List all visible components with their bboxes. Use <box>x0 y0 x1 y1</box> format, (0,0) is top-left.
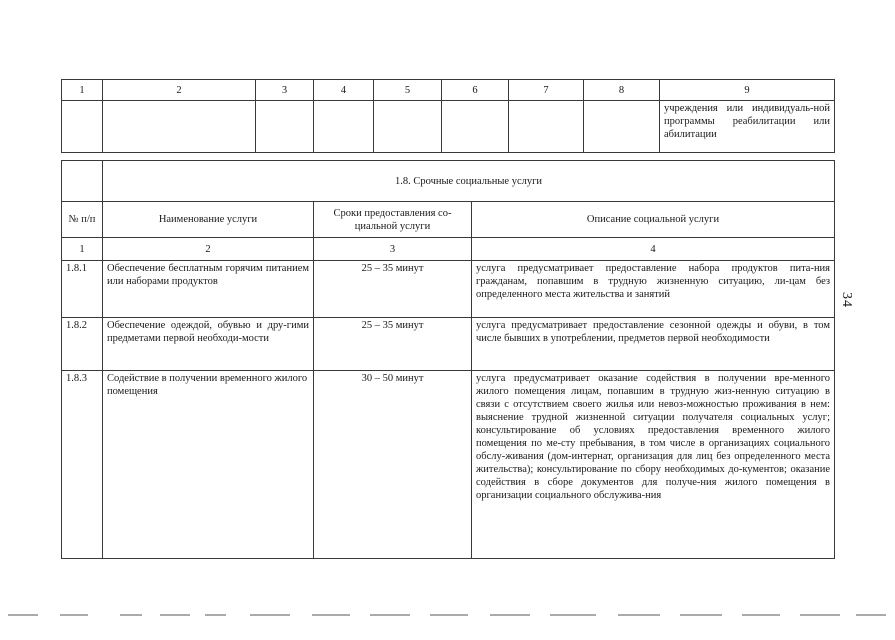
column-number-cell: 4 <box>314 80 374 101</box>
section-title-row <box>62 161 835 202</box>
row-description: услуга предусматривает предоставление сезонной одежды и обуви, в том числе бывших в употреблении, предметов первой необходимости <box>472 318 835 371</box>
column-index-cell: 2 <box>103 238 314 261</box>
empty-cell <box>584 101 660 153</box>
continuation-row <box>62 101 835 153</box>
continuation-text-cell: учреждения или индивидуаль-ной программы реабилитации или абилитации <box>660 101 835 153</box>
row-term: 30 – 50 минут <box>314 371 472 559</box>
row-num: 1.8.3 <box>62 371 103 559</box>
column-index-cell: 3 <box>314 238 472 261</box>
empty-cell <box>103 101 256 153</box>
row-name: Обеспечение одеждой, обувью и дру-гими предметами первой необходи-мости <box>103 318 314 371</box>
empty-cell <box>314 101 374 153</box>
row-name: Содействие в получении временного жилого помещения <box>103 371 314 559</box>
header-name: Наименование услуги <box>103 202 314 238</box>
column-number-cell: 8 <box>584 80 660 101</box>
table-row <box>62 261 835 318</box>
column-number-cell: 6 <box>442 80 509 101</box>
table-row <box>62 371 835 559</box>
column-number-cell: 9 <box>660 80 835 101</box>
row-num: 1.8.2 <box>62 318 103 371</box>
row-term: 25 – 35 минут <box>314 318 472 371</box>
column-number-cell: 1 <box>62 80 103 101</box>
scan-artifact-dashes <box>0 612 895 618</box>
row-term: 25 – 35 минут <box>314 261 472 318</box>
empty-cell <box>62 161 103 202</box>
empty-cell <box>374 101 442 153</box>
page-number: 34 <box>839 292 854 308</box>
continuation-table <box>61 79 835 153</box>
empty-cell <box>62 101 103 153</box>
row-name: Обеспечение бесплатным горячим питанием или наборами продуктов <box>103 261 314 318</box>
column-number-cell: 5 <box>374 80 442 101</box>
column-number-cell: 2 <box>103 80 256 101</box>
section-title: 1.8. Срочные социальные услуги <box>103 161 835 202</box>
header-description: Описание социальной услуги <box>472 202 835 238</box>
empty-cell <box>509 101 584 153</box>
column-number-cell: 3 <box>256 80 314 101</box>
column-number-cell: 7 <box>509 80 584 101</box>
row-num: 1.8.1 <box>62 261 103 318</box>
header-num: № п/п <box>62 202 103 238</box>
column-index-cell: 1 <box>62 238 103 261</box>
empty-cell <box>256 101 314 153</box>
row-description: услуга предусматривает предоставление набора продуктов пита-ния гражданам, попавшим в трудную жизненную ситуацию, ли-цам без определенного места жительства и занятий <box>472 261 835 318</box>
column-number-row <box>62 80 835 101</box>
urgent-services-table <box>61 160 835 559</box>
table-header-row <box>62 202 835 238</box>
row-description: услуга предусматривает оказание содействия в получении вре-менного жилого помещения лицам, попавшим в трудную жиз-ненную ситуацию в связи с отсутствием своего жилья или невоз-можностью проживания в нем: выяснение трудной жизненной ситуации получателя социальных услуг; консультирование об условиях предоставления временного жилого помещения по ме-сту пребывания, в том числе в организациях социального обслу-живания (дом-интернат, организация для лиц без определенного места жительства); консультирование по сбору необходимых до-кументов; оказание содействия в сборе документов для получе-ния жилого помещения в организации социального обслужива-ния <box>472 371 835 559</box>
table-row <box>62 318 835 371</box>
column-index-cell: 4 <box>472 238 835 261</box>
column-index-row <box>62 238 835 261</box>
header-terms: Сроки предоставления со-циальной услуги <box>314 202 472 238</box>
empty-cell <box>442 101 509 153</box>
